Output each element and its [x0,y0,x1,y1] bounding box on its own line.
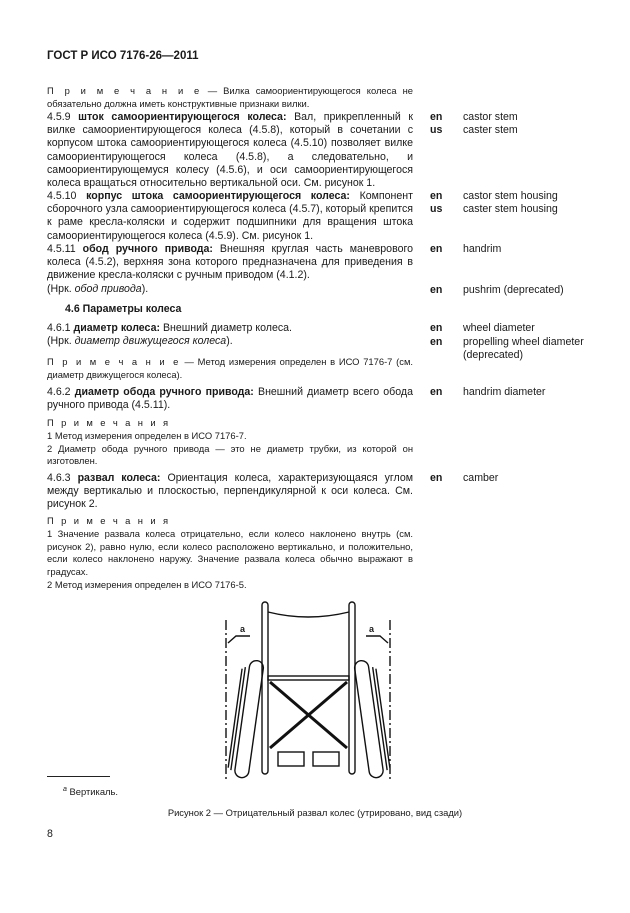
seat-crossbar [268,676,349,680]
footnote-mark: a [63,786,67,793]
entry-definition: Ориентация колеса, характеризующаяся углом между вертикалью и плоскостью, перпендикулярной к оси колеса. См. рисунок 2. [47,472,413,511]
note-item: 2 Метод измерения определен в ИСО 7176-5. [47,578,247,590]
footnote-text: Вертикаль. [69,786,119,798]
footnote [63,784,118,799]
entry-definition: Внешний диаметр всего обода ручного привода (4.5.11). [47,386,413,412]
note-text: — Метод измерения определен в ИСО 7176-7 (см. диаметр движущегося колеса). [47,356,413,380]
leader-line-left [228,636,250,643]
entry-term: корпус штока самоориентирующегося колеса: [86,190,350,202]
deprecated-prefix: (Нрк. [47,335,75,348]
lang-code: en [430,190,443,202]
entry-definition: Вал, прикрепленный к вилке самоориентирующегося колеса (4.5.8), который в сочетании с корпусом штока самоориентирующегося колеса (4.5.10) позволяет вилке самоориентирующегося колеса (4.5.8), а следовательно, и самоориентирующемуся колесу (4.5.6), и оси самоориентирующегося колеса вращаться относительно вертикальной оси. См. рисунок 1. [47,111,413,190]
entry-term: диаметр колеса: [73,322,160,334]
lang-code: us [430,203,443,215]
deprecated-suffix: ). [226,335,233,348]
equivalent-term: propelling wheel diameter (deprecated) [463,336,584,362]
deprecated-suffix: ). [141,282,149,295]
note-label: П р и м е ч а н и е [47,356,181,367]
entry-number: 4.5.10 [47,190,77,202]
figure-label-right: a [369,624,375,634]
lang-code: en [430,386,443,398]
entry-number: 4.5.11 [47,243,76,255]
document-header: ГОСТ Р ИСО 7176-26—2011 [47,50,199,62]
equivalent-term: handrim [463,243,502,255]
equivalent-term: caster stem [463,124,518,136]
equivalent-term: wheel diameter [463,322,535,334]
entry-number: 4.6.2 [47,386,71,398]
wheel-right [354,659,391,779]
entry-number: 4.6.1 [47,322,71,334]
notes-label: П р и м е ч а н и я [47,417,171,428]
entry-number: 4.6.3 [47,472,71,484]
equivalent-term: pushrim (deprecated) [463,284,564,296]
lang-code: en [430,322,443,334]
entry-term: шток самоориентирующегося колеса: [78,111,287,123]
deprecated-term: диаметр движущегося колеса [74,335,227,348]
equivalent-term: castor stem housing [463,190,558,202]
entry-definition: Компонент сборочного узла самоориентирующегося колеса (4.5.7), который крепится к раме кресла-коляски и содержит подшипники для вращения штока самоориентирующегося колеса (4.5.9). См. рисунок 1. [47,190,413,242]
note-text: — Вилка самоориентирующегося колеса не обязательно должна иметь конструктивные признаки вилки. [47,85,413,109]
lang-code: en [430,472,443,484]
frame-post-right [349,602,355,774]
footrest-left [278,752,304,766]
entry-term: обод ручного привода: [82,243,213,255]
equivalent-term: camber [463,472,499,484]
lang-code: en [430,111,443,123]
deprecated-term: обод привода [74,282,142,295]
note-label: П р и м е ч а н и е [47,85,202,96]
wheel-left [227,659,264,779]
entry-definition: Внешняя круглая часть маневрового колеса (4.5.2), верхняя зона которого предназначена для приведения в движение кресла-коляски с ручным приводом (4.1.2). [47,243,413,282]
footrest-right [313,752,339,766]
lang-code: en [430,284,443,296]
footnote-divider [47,776,110,777]
entry-term: развал колеса: [77,472,161,484]
note-item: 2 Диаметр обода ручного привода — это не диаметр трубки, из которой он изготовлен. [47,442,413,467]
page-number: 8 [47,828,53,840]
equivalent-term: caster stem housing [463,203,558,215]
entry-definition: Внешний диаметр колеса. [160,322,292,334]
equivalent-term: castor stem [463,111,518,123]
lang-code: us [430,124,443,136]
entry-number: 4.5.9 [47,111,71,123]
entry-term: диаметр обода ручного привода: [74,386,254,398]
note-item: 1 Значение развала колеса отрицательно, если колесо наклонено внутрь (см. рисунок 2), равно нулю, если колесо расположено вертикально, и положительно, если колесо наклонено наружу. Значение развала колеса обычно выражают в градусах. [47,527,413,578]
backrest [268,612,349,617]
equivalent-term: handrim diameter [463,386,546,398]
notes-label: П р и м е ч а н и я [47,515,171,526]
deprecated-prefix: (Нрк. [47,282,75,295]
figure-caption: Рисунок 2 — Отрицательный развал колес (утрировано, вид сзади) [167,807,463,818]
figure-label-left: a [240,624,246,634]
leader-line-right [366,636,388,643]
section-heading: 4.6 Параметры колеса [65,303,182,315]
frame-post-left [262,602,268,774]
lang-code: en [430,336,443,348]
note-item: 1 Метод измерения определен в ИСО 7176-7. [47,429,247,441]
lang-code: en [430,243,443,255]
